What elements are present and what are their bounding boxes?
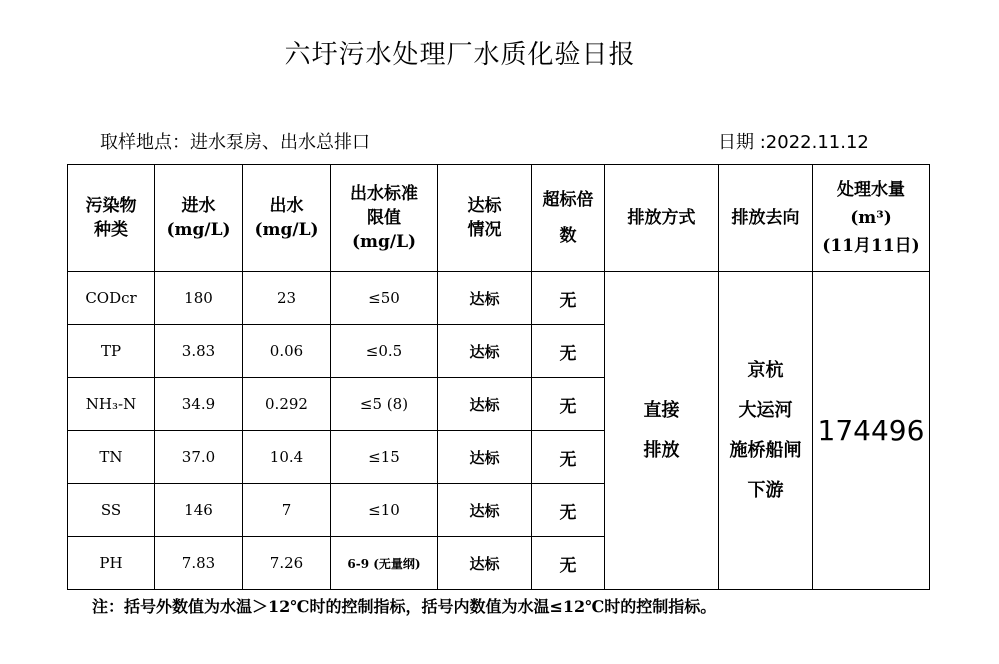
cell-outflow: 0.06 — [243, 325, 331, 378]
cell-compliance: 达标 — [438, 325, 532, 378]
cell-outflow: 0.292 — [243, 378, 331, 431]
cell-discharge-dest: 京杭 大运河 施桥船闸 下游 — [719, 272, 813, 590]
cell-compliance: 达标 — [438, 378, 532, 431]
cell-limit: ≤50 — [331, 272, 438, 325]
cell-outflow: 7.26 — [243, 537, 331, 590]
cell-exceed: 无 — [532, 431, 605, 484]
cell-inflow: 180 — [155, 272, 243, 325]
cell-outflow: 10.4 — [243, 431, 331, 484]
header-limit: 出水标准 限值 (mg/L) — [331, 165, 438, 272]
cell-limit: ≤10 — [331, 484, 438, 537]
cell-inflow: 146 — [155, 484, 243, 537]
header-pollutant: 污染物 种类 — [68, 165, 155, 272]
sampling-location: 取样地点：进水泵房、出水总排口 — [100, 132, 370, 153]
header-inflow: 进水 (mg/L) — [155, 165, 243, 272]
cell-inflow: 37.0 — [155, 431, 243, 484]
cell-pollutant: PH — [68, 537, 155, 590]
cell-volume: 174496 — [813, 272, 930, 590]
header-exceed: 超标倍 数 — [532, 165, 605, 272]
cell-limit: ≤15 — [331, 431, 438, 484]
table-row — [68, 272, 930, 325]
cell-exceed: 无 — [532, 537, 605, 590]
report-title: 六圩污水处理厂水质化验日报 — [284, 40, 636, 70]
cell-exceed: 无 — [532, 484, 605, 537]
cell-pollutant: CODcr — [68, 272, 155, 325]
header-discharge-method: 排放方式 — [605, 165, 719, 272]
cell-pollutant: SS — [68, 484, 155, 537]
cell-limit: 6-9 (无量纲) — [331, 537, 438, 590]
cell-compliance: 达标 — [438, 431, 532, 484]
water-quality-table — [67, 164, 930, 590]
cell-outflow: 23 — [243, 272, 331, 325]
header-volume: 处理水量 (m³) (11月11日) — [813, 165, 930, 272]
cell-discharge-method: 直接 排放 — [605, 272, 719, 590]
cell-outflow: 7 — [243, 484, 331, 537]
header-outflow: 出水 (mg/L) — [243, 165, 331, 272]
header-row — [68, 165, 930, 272]
header-discharge-dest: 排放去向 — [719, 165, 813, 272]
cell-pollutant: NH₃-N — [68, 378, 155, 431]
cell-compliance: 达标 — [438, 484, 532, 537]
footnote: 注：括号外数值为水温＞12℃时的控制指标，括号内数值为水温≤12℃时的控制指标。 — [92, 597, 717, 616]
cell-compliance: 达标 — [438, 537, 532, 590]
cell-inflow: 3.83 — [155, 325, 243, 378]
cell-exceed: 无 — [532, 378, 605, 431]
cell-inflow: 34.9 — [155, 378, 243, 431]
cell-pollutant: TP — [68, 325, 155, 378]
cell-compliance: 达标 — [438, 272, 532, 325]
report-date: 日期 :2022.11.12 — [718, 132, 869, 153]
cell-exceed: 无 — [532, 325, 605, 378]
header-compliance: 达标 情况 — [438, 165, 532, 272]
cell-exceed: 无 — [532, 272, 605, 325]
cell-inflow: 7.83 — [155, 537, 243, 590]
cell-limit: ≤5 (8) — [331, 378, 438, 431]
cell-limit: ≤0.5 — [331, 325, 438, 378]
cell-pollutant: TN — [68, 431, 155, 484]
